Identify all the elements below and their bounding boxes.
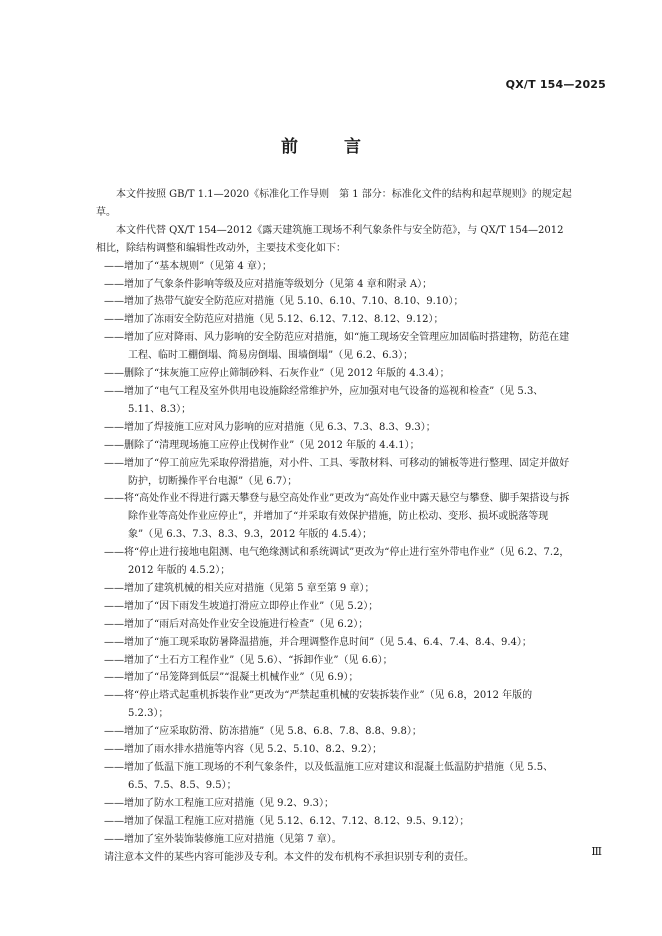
- change-item: ——增加了“基本规则”（见第 4 章）；: [104, 260, 272, 272]
- change-item: ——增加了雨水排水措施等内容（见 5.2、5.10、8.2、9.2）；: [104, 744, 383, 756]
- change-item: ——增加了热带气旋安全防范应对措施（见 5.10、6.10、7.10、8.10、9.10）；: [104, 296, 464, 308]
- change-list: [96, 258, 574, 849]
- document-number: QX/T 154—2025: [505, 78, 606, 91]
- change-item: ——增加了“吊笼降到低层”“混凝土机械作业”（见 6.9）；: [104, 672, 359, 684]
- change-item: ——增加了“施工现采取防暑降温措施，并合理调整作息时间”（见 5.4、6.4、7.4、8.4、9.4）；: [104, 636, 532, 648]
- change-item: ——增加了“因下雨发生坡道打滑应立即停止作业”（见 5.2）；: [104, 600, 379, 612]
- change-item: ——增加了“应采取防滑、防冻措施”（见 5.8、6.8、7.8、8.8、9.8）；: [104, 726, 422, 738]
- patent-notice: 请注意本文件的某些内容可能涉及专利。本文件的发布机构不承担识别专利的责任。: [104, 851, 474, 863]
- change-item: ——增加了室外装饰装修施工应对措施（见第 7 章）。: [104, 833, 342, 845]
- intro-paragraph: 本文件代替 QX/T 154—2012《露天建筑施工现场不利气象条件与安全防范》，与 QX/T 154—2012 相比，除结构调整和编辑性改动外，主要技术变化如下：: [96, 224, 564, 254]
- change-item: ——增加了“停工前应先采取停滑措施，对小件、工具、零散材料、可移动的铺板等进行整理、固定并做好防护，切断操作平台电源”（见 6.7）；: [104, 457, 570, 487]
- foreword-body: [96, 186, 574, 866]
- change-item: ——增加了“土石方工程作业”（见 5.6）、“拆卸作业”（见 6.6）；: [104, 654, 393, 666]
- change-item: ——增加了“雨后对高处作业安全设施进行检查”（见 6.2）；: [104, 618, 369, 630]
- change-item: ——增加了应对降雨、风力影响的安全防范应对措施，如“施工现场安全管理应加固临时搭建物，防范在建工程、临时工棚倒塌、简易房倒塌、围墙倒塌”（见 6.2、6.3）；: [104, 332, 570, 362]
- intro-paragraph: 本文件按照 GB/T 1.1—2020《标准化工作导则 第 1 部分：标准化文件的结构和起草规则》的规定起草。: [96, 189, 572, 218]
- page-title: 前 言: [281, 137, 381, 157]
- change-item: ——增加了气象条件影响等级及应对措施等级划分（见第 4 章和附录 A）；: [104, 278, 433, 290]
- change-item: ——增加了低温下施工现场的不利气象条件，以及低温施工应对建议和混凝土低温防护措施（见 5.5、6.5、7.5、8.5、9.5）；: [104, 762, 554, 791]
- change-item: ——将“高处作业不得进行露天攀登与悬空高处作业”更改为“高处作业中露天悬空与攀登、脚手架搭设与拆除作业等高处作业应停止”，并增加了“并采取有效保护措施，防止松动、变形、损坏或脱落等现象”（见 6.3、7.3、8.3、9.3，2012 年版的 4.5.4）；: [104, 493, 570, 541]
- change-item: ——增加了建筑机械的相关应对措施（见第 5 章至第 9 章）；: [104, 582, 375, 594]
- change-item: ——将“停止塔式起重机拆装作业”更改为“严禁起重机械的安装拆装作业”（见 6.8，2012 年版的 5.2.3）；: [104, 690, 533, 720]
- change-item: ——增加了焊接施工应对风力影响的应对措施（见 6.3、7.3、8.3、9.3）；: [104, 421, 436, 433]
- change-item: ——删除了“清理现场施工应停止伐树作业”（见 2012 年版的 4.4.1）；: [104, 439, 420, 451]
- change-item: ——增加了“电气工程及室外供用电设施除经常维护外，应加强对电气设备的巡视和检查”（见 5.3、5.11、8.3）；: [104, 385, 544, 415]
- change-item: ——增加了冻雨安全防范应对措施（见 5.12、6.12、7.12、8.12、9.12）；: [104, 314, 444, 326]
- change-item: ——将“停止进行接地电阻测、电气绝缘测试和系统调试”更改为“停止进行室外带电作业”（见 6.2、7.2，2012 年版的 4.5.2）；: [104, 547, 570, 577]
- page-number: Ⅲ: [591, 845, 602, 858]
- change-item: ——增加了防水工程施工应对措施（见 9.2、9.3）；: [104, 797, 334, 809]
- change-item: ——增加了保温工程施工应对措施（见 5.12、6.12、7.12、8.12、9.5、9.12）；: [104, 815, 470, 827]
- change-item: ——删除了“抹灰施工应停止筛制砂料、石灰作业”（见 2012 年版的 4.3.4）；: [104, 368, 450, 380]
